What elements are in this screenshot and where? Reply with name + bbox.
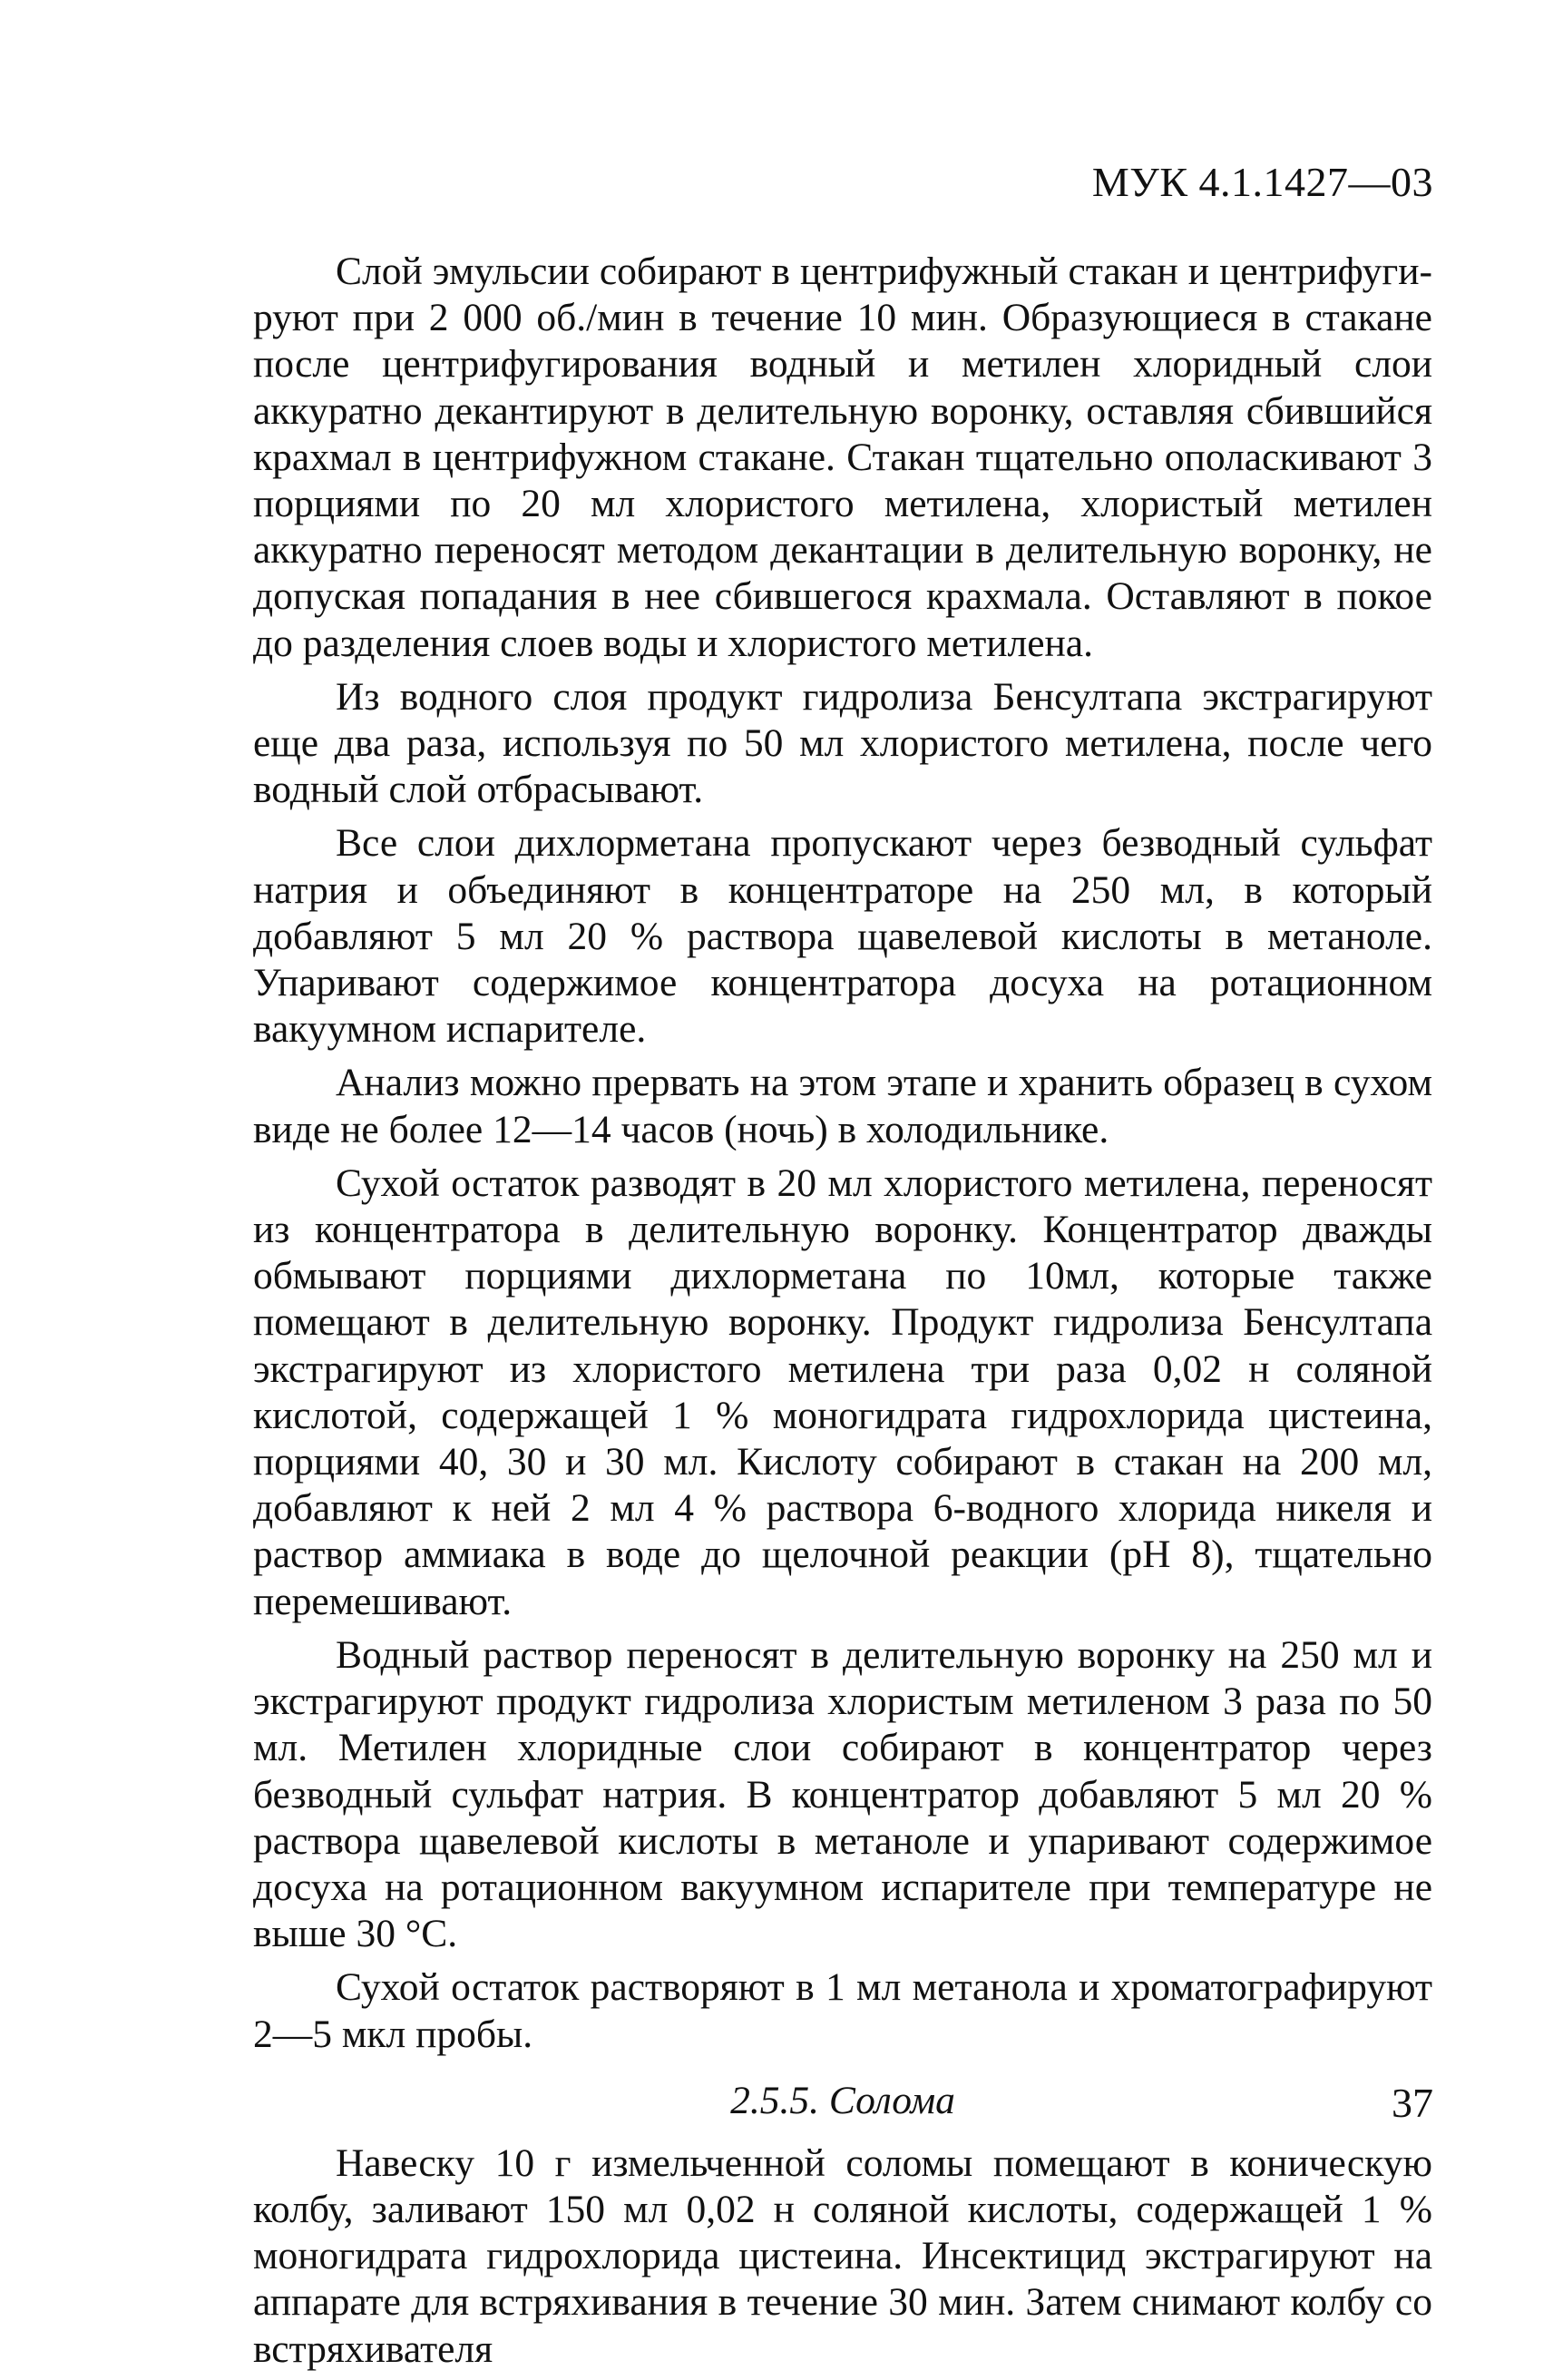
paragraph-dichloromethane-layers: Все слои дихлорметана пропускают через безводный сульфат натрия и объединяют в концентраторе на 250 мл, в который добавляют 5 мл 20 % раствора щавелевой кислоты в метаноле. Упаривают содержимое концентратора досуха на ротационном вакуумном испарителе. xyxy=(253,821,1432,1052)
document-code: МУК 4.1.1427—03 xyxy=(1091,159,1433,205)
paragraph-emulsion-centrifuge: Слой эмульсии собирают в центрифужный стакан и центрифугируют при 2 000 об./мин в течение 10 мин. Образующиеся в стакане после центрифугирования водный и метилен хлоридный слои аккуратно декантируют в делительную воронку, оставляя сбившийся крахмал в центрифужном стакане. Стакан тщательно ополаскивают 3 порциями по 20 мл хлористого метилена, хлористый метилен аккуратно переносят методом декантации в делительную воронку, не допуская попадания в нее сбившегося крахмала. Оставляют в покое до разделения слоев воды и хлористого метилена. xyxy=(253,250,1432,665)
paragraph-straw-sample: Навеску 10 г измельченной соломы помещают в коническую колбу, заливают 150 мл 0,02 н соляной кислоты, содержащей 1 % моногидрата гидрохлорида цистеина. Инсектицид экстрагируют на аппарате для встряхивания в течение 30 мин. Затем снимают колбу со встряхивателя xyxy=(253,2140,1432,2371)
paragraph-dissolve-residue: Сухой остаток растворяют в 1 мл метанола и хроматографируют 2—5 мкл пробы. xyxy=(253,1965,1432,2056)
paragraph-dry-residue-extraction: Сухой остаток разводят в 20 мл хлористого метилена, переносят из концентратора в делительную воронку. Концентратор дважды обмывают порциями дихлорметана по 10мл, которые также помещают в делительную воронку. Продукт гидролиза Бенсултапа экстрагируют из хлористого метилена три раза 0,02 н соляной кислотой, содержащей 1 % моногидрата гидрохлорида цистеина, порциями 40, 30 и 30 мл. Кислоту собирают в стакан на 200 мл, добавляют к ней 2 мл 4 % раствора 6-водного хлорида никеля и раствор аммиака в воде до щелочной реакции (pH 8), тщательно перемешивают. xyxy=(253,1161,1432,1623)
paragraph-aqueous-solution-transfer: Водный раствор переносят в делительную воронку на 250 мл и экстрагируют продукт гидролиза хлористым метиленом 3 раза по 50 мл. Метилен хлоридные слои собирают в концентратор через безводный сульфат натрия. В концентратор добавляют 5 мл 20 % раствора щавелевой кислоты в метаноле и упаривают содержимое досуха на ротационном вакуумном испарителе при температуре не выше 30 °С. xyxy=(253,1632,1432,1956)
document-body xyxy=(253,249,1432,2380)
section-heading-straw: 2.5.5. Солома xyxy=(730,2078,955,2122)
paragraph-aqueous-layer-extraction: Из водного слоя продукт гидролиза Бенсултапа экстрагируют еще два раза, используя по 50 мл хлористого метилена, после чего водный слой отбрасывают. xyxy=(253,674,1432,812)
paragraph-analysis-pause: Анализ можно прервать на этом этапе и хранить образец в сухом виде не более 12—14 часов (ночь) в холодильнике. xyxy=(253,1061,1432,1151)
page-number: 37 xyxy=(1392,2080,1433,2126)
